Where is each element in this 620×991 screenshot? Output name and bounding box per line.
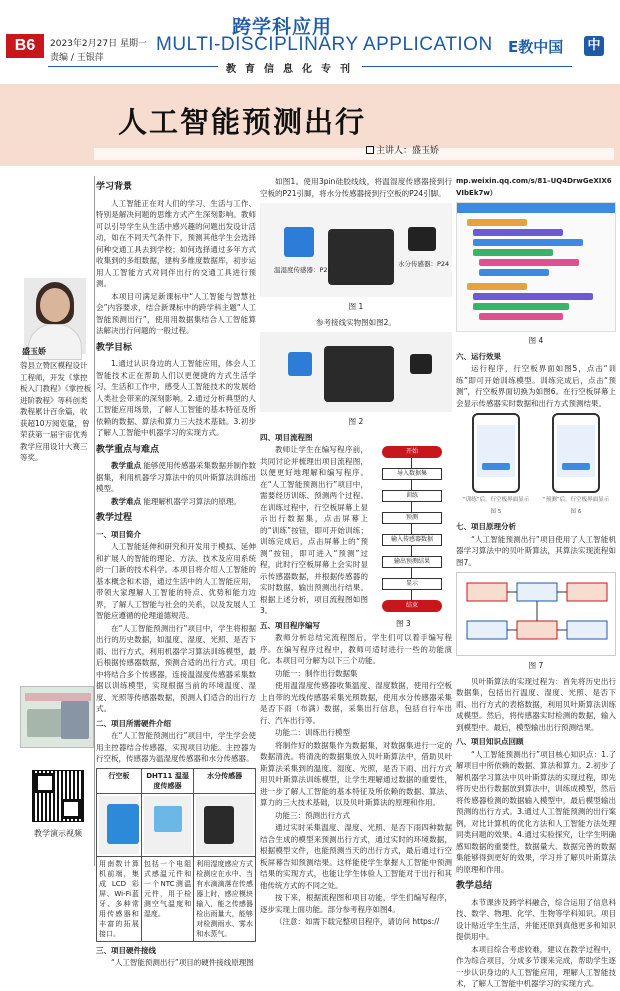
toolbar-shape (457, 203, 615, 213)
paragraph: 功能一：制作出行数据集 (275, 668, 358, 678)
brand-name: E教中国 (508, 38, 564, 56)
diagram-box (517, 621, 557, 639)
screen-button (482, 463, 510, 470)
subheading: 四、项目流程图 (260, 432, 313, 442)
board-shape (107, 804, 139, 844)
section-subtitle: 教育信息化专刊 (226, 64, 359, 75)
flow-arrow (411, 546, 412, 556)
table-cell: 包括一个电阻式感温元件和一个NTC测温元件，用于检测空气温度和湿度。 (141, 856, 193, 941)
flow-step: 显示 (382, 578, 442, 590)
flow-arrow (411, 590, 412, 600)
code-block (473, 303, 569, 310)
flow-step: 训练 (382, 490, 442, 502)
paragraph: 教师让学生在编写程序前，共同讨论并梳理出项目流程图，以便更好地理解和编写程序。在“人工智能预测出行”项目中，需要经历训练、预测两个过程。在训练过程中，行空板屏幕上显示出行数据集，点击屏幕上的“训练”按钮，即可开始训练；训练完成后，点击屏幕上的“预测”按钮，即可进入“预测”过程，此时行空板屏幕上会实时显示传感器数据，并根据传感器的实时数据，输出预测出行结果。根据上述分析，项目流程图如图3。 (260, 445, 368, 615)
header-rule-right (362, 66, 572, 67)
figure-caption: 图 2 (348, 417, 364, 426)
heading-goals: 教学目标 (96, 342, 133, 353)
flow-step: 结束 (382, 600, 442, 612)
figure-caption: 图 6 (570, 508, 582, 515)
brand-logo-icon: 中 (584, 36, 604, 56)
download-url[interactable]: mp.weixin.qq.com/s/81–UQ4DrwGeXIX6VIbEk7w） (456, 177, 612, 197)
sensor-shape (154, 806, 182, 832)
device-captions (456, 495, 616, 507)
flow-arrow (411, 502, 412, 512)
author-sidebar (6, 170, 94, 870)
classroom-photo (20, 686, 94, 748)
person-shape (27, 709, 63, 737)
host-name: 主讲人：盛玉娇 (376, 146, 440, 156)
sensor-shape (204, 806, 234, 844)
paragraph: （注意：如需下载完整项目程序，请访问 https:// (275, 917, 440, 926)
subheading: 二、项目所需硬件介绍 (96, 718, 171, 728)
diagram-box (467, 621, 507, 639)
subheading: 三、项目硬件接线 (96, 945, 156, 955)
board-image (99, 796, 139, 854)
caption: “预测”后，行空板界面显示 (542, 497, 610, 503)
page-header (0, 0, 620, 80)
paragraph: 在“人工智能预测出行”项目中，学生将根据出行的历史数据，如温度、湿度、光照、是否下雨、出行方式，利用机器学习算法训练模型，最后根据传感器数据，预测合适的出行方式。项目中将结合多个传感器，连接温湿度传感器采集数据以训练模型，实现根据当前的环境温度、湿度、光照等传感器数据，预测人们适合的出行方式。 (96, 623, 256, 713)
table-header: 行空板 (97, 768, 142, 793)
board-shape (324, 346, 394, 402)
subheading: 八、项目知识点回顾 (456, 737, 524, 746)
paragraph: 1.通过认识身边的人工智能应用，体会人工智能技术正在帮助人们以更便捷的方式生活学习，生活和工作中，感受人工智能技术的发展给人类社会带来的深刻影响。2.通过分析典型的人工智能应用场景，了解人工智能的基本特征及所依赖的数据、算法和算力三大技术基础。3.初步了解人工智能中机器学习的实现方式。 (96, 359, 256, 437)
subheading: 六、运行效果 (456, 351, 501, 361)
sensor-image (144, 796, 191, 854)
diagram-box (567, 583, 607, 601)
subheading: 一、项目简介 (96, 529, 141, 539)
banner-shape (25, 693, 91, 701)
heading-key-points: 教学重点与难点 (96, 444, 160, 455)
paragraph: 通过实时采集温度、湿度、光照、是否下雨四种数据结合生成的模型来预测出行方式，通过实时的环境数据，根据模型文件，也能预测当天的出行方式，最后通过行空板屏幕告知预测结果。这样能使学生掌握人工智能中预测结果的实现方式，也能让学生体验人工智能对于出行和其他传统方式的不同之处。 (260, 823, 452, 890)
figure-caption: 图 5 (490, 508, 502, 515)
label-water-sensor: 水分传感器：P24 (398, 260, 450, 268)
author-photo (24, 278, 86, 354)
person-shape (61, 701, 89, 739)
article-host (366, 143, 439, 156)
flowchart (376, 444, 448, 632)
paragraph: 人工智能正在对人们的学习、生活与工作、特别是解决问题的思维方式产生深刻影响。教师可以引导学生从生活中感兴趣的问题出发设计活动，如在不同天气条件下，预测其他学生会选择何种交通工具去到学校；如何选择通过多年方式收集到的多组数据，建构多维度数据库，初步运用人工智能方式对同伴出行的交通工具进行预测。 (96, 198, 256, 288)
paragraph: 功能三：预测出行方式 (275, 810, 350, 820)
paragraph: 功能二：训练出行模型 (275, 728, 350, 737)
table-header: 水分传感器 (194, 768, 256, 793)
sensor-shape (410, 354, 432, 374)
flow-arrow (411, 524, 412, 534)
table-cell (141, 793, 193, 856)
paragraph: 教师分析总结完流程图后，学生们可以着手编写程序。在编写程序过程中，教师可适时进行一些的功能演化。本项目可分解为以下三个功能。 (260, 633, 452, 665)
paragraph (96, 460, 256, 495)
code-block (473, 249, 553, 256)
qr-code-icon[interactable] (32, 770, 84, 822)
flow-arrow (411, 568, 412, 578)
table-cell: 用南数计算机前端，集成LCD彩屏、Wi-Fi蓝牙、多种常用传感器和丰富的拓展接口。 (97, 856, 142, 941)
table-cell: 利用湿度感应方式检测应在水中、当有水滴滴落在传感器上时，感应模块输入，能之传感器检出雨量大，能够对检测雨水、雾水和水蒸气。 (194, 856, 256, 941)
title-band-strip (94, 148, 614, 160)
label: 教学重点 (111, 461, 142, 470)
paragraph: 本项目综合考虑较难，建议在教学过程中，作为综合项目，分成多节课来完成，帮助学生逐一步认识身边的人工智能应用，理解人工智能技术，了解人工智能中机器学习的实现方式。 (456, 944, 616, 988)
column-1 (96, 176, 256, 970)
device-screens (456, 413, 616, 493)
flow-step: 输入传感器数据 (382, 534, 442, 546)
flow-step: 开始 (382, 446, 442, 458)
figure-captions (456, 507, 616, 519)
paragraph: 如图1。使用3pin硅胶线线，将温湿度传感器接到行空板的P21引脚，将水分传感器接到行空板的P24引脚。 (260, 177, 452, 198)
heading-background: 学习背景 (96, 182, 133, 192)
avatar-face (40, 288, 70, 322)
hardware-table (96, 768, 256, 942)
subheading: 七、项目原理分析 (456, 522, 516, 531)
paragraph: “人工智能预测出行”项目使用了人工智能机器学习算法中的贝叶斯算法，其算法实现流程如图7。 (456, 534, 616, 567)
code-block (467, 219, 527, 226)
paragraph: 在“人工智能预测出行”项目中，学生学会使用主控器结合传感器，实现项目功能。主控器为行空板，传感器为温湿度传感器和水分传感器。 (96, 731, 256, 763)
flow-step: 导入数据集 (382, 468, 442, 480)
table-header: DHT11 温湿度传感器 (141, 768, 193, 793)
author-name: 盛玉娇 (22, 347, 46, 356)
flow-step: 输出预测结果 (382, 556, 442, 568)
page-number: B6 (6, 34, 44, 58)
author-bio: 蓉县立赞区模程设计工程师，开发《掌控板入门教程》《掌控板进阶教程》等科创类教程累计百余篇，收获超10万阅览量，曾荣获第一届宇宙优秀教学应用设计大赛三等奖。 (20, 361, 92, 462)
table-cell (97, 793, 142, 856)
paragraph (96, 496, 256, 508)
code-block (473, 293, 593, 300)
code-block (479, 313, 563, 320)
paragraph: 本节课涉及跨学科融合，综合运用了信息科技、数学、物理、化学、生物等学科知识。项目设计贴近学生生活，并能还原到真他更多和知识提供用中。 (456, 897, 616, 941)
heading-summary: 教学总结 (456, 881, 493, 891)
code-block (473, 239, 583, 246)
device-screen-predict (552, 413, 600, 493)
paragraph: 使用温湿度传感器收集温度、湿度数据，使用行空板上自带的光线传感器采集光照数据，使用水分传感器采集是否下雨（布满）数据，采集出行信息，包括自行车出行、汽车出行等。 (260, 681, 452, 725)
caption: “训练”后，行空板界面显示 (462, 497, 530, 503)
diagram-box (567, 621, 607, 639)
water-sensor-shape (408, 227, 436, 251)
figure-note: 参考接线实物图如图2。 (316, 317, 396, 327)
label-temp-sensor: 温湿度传感器：P21 (274, 266, 332, 274)
flow-arrow (411, 480, 412, 490)
paragraph: 人工智能延伸和研究和开发用于模拟、延伸和扩展人的智能的理论、方法、技术及应用系统的一门新的技术科学。本项目将介绍人工智能的基本概念和术语，通过生活中的人工智能应用，带领大家理解人工智能的特点、优势和能力边界，了解人工智能与社会的关系，以及发展人工智能应遵循的伦理道德规范。 (96, 542, 256, 620)
code-block (467, 283, 527, 290)
header-rule-left (48, 66, 218, 67)
paragraph: 运行程序，行空板界面如图5，点击“训练”即可开始训练模型。训练完成后，点击“预测”，行空板界面切换为如图6。在行空板屏幕上会显示传感器实时数据和出行方式预测结果。 (456, 364, 616, 408)
heading-process: 教学过程 (96, 513, 133, 523)
issue-date: 2023年2月27日 星期一 (50, 39, 147, 49)
paragraph: 本项目可满足新课标中“人工智能与智慧社会”内容要求，结合新课标中的跨学科主题“人工智能预测出行”，使用用数据集结合人工智能算法解决出行问题的一般过程。 (96, 291, 256, 335)
sensor-shape (288, 352, 312, 376)
figure-caption: 图 1 (348, 302, 364, 311)
sensor-image (196, 796, 253, 854)
figure-caption: 图 4 (528, 336, 544, 345)
device-screen-train (472, 413, 520, 493)
paragraph: 贝叶斯算法的实现过程为：首先将历史出行数据集，包括出行温度、湿度、光照、是否下雨、出行方式的表格数据，利用贝叶斯算法训练成模型。然后，将传感器实时检测的数据，输入到模型中。最后，模型输出出行预测结果。 (456, 676, 616, 732)
qr-caption: 教学演示视频 (34, 829, 82, 838)
algorithm-svg (457, 573, 615, 655)
column-3 (456, 176, 616, 991)
algorithm-diagram (456, 572, 616, 656)
diagram-box (467, 583, 507, 601)
column-divider (94, 176, 95, 866)
figure-caption: 图 3 (396, 619, 411, 628)
text: 能够使用传感器采集数据并制作数据集，利用机器学习算法中的贝叶斯算法训练出模型。 (96, 461, 257, 493)
flow-step: 预测 (382, 512, 442, 524)
paragraph: “人工智能预测出行”项目的硬件接线原理图 (111, 958, 254, 967)
editor-credit: 责编 / 王银萍 (50, 53, 104, 63)
screen-button (562, 463, 590, 470)
text: 能理解机器学习算法的原理。 (143, 496, 241, 506)
flow-arrow (411, 458, 412, 468)
code-block (473, 229, 563, 236)
temp-sensor-shape (284, 227, 314, 257)
column-2 (260, 176, 452, 929)
checkbox-square-icon (366, 146, 374, 154)
section-title-en: MULTI-DISCIPLINARY APPLICATION (156, 34, 493, 55)
paragraph: “人工智能预测出行”项目核心知识点：1.了解项目中所依赖的数据、算法和算力。2.初步了解机器学习算法中贝叶斯算法的实现过程，即先将历史出行数据放到算法中，训练成模型，然后将传感器检测的数据输入模型中，最后模型输出预测的出行方式。3.通过人工智能预测的出行案例，对比计算机的优化方法和人工智能方法处理同类问题的效果。4.通过实验探究，让学生明确感知数据的重要性，数据量大、数据完善的数据集能够得到更好的效果，学习并了解贝叶斯算法的原理和作用。 (456, 749, 616, 874)
section-title-cn: 跨学科应用 (232, 16, 333, 38)
article-title: 人工智能预测出行 (118, 105, 367, 139)
label: 教学难点 (111, 496, 141, 506)
paragraph: 将制作好的数据集作为数据集，对数据集进行一定的数据清洗。将清洗的数据集放入贝叶斯算法中，借助贝叶斯算法采集到的温度、湿度、光照，是否下雨、出行方式用贝叶斯算法训练模型，让学生理解通过数据的重要性，进一步了解人工智能的基本特征及所依赖的数据、算法、算力的三大技术基础，以及贝叶斯算法的原理和作用。 (260, 740, 452, 807)
wiring-photo (260, 332, 452, 412)
paragraph: 按下来，根据流程图和项目功能，学生们编写程序，逐步实现上面功能。部分参考程序如图4。 (260, 893, 452, 914)
diagram-box (517, 583, 557, 601)
board-shape (328, 229, 394, 285)
code-block (479, 259, 579, 266)
code-block (479, 269, 549, 276)
program-screenshot (456, 202, 616, 332)
subheading: 五、项目程序编写 (260, 620, 320, 630)
figure-caption: 图 7 (528, 661, 544, 670)
table-cell (194, 793, 256, 856)
wiring-diagram (260, 203, 452, 297)
